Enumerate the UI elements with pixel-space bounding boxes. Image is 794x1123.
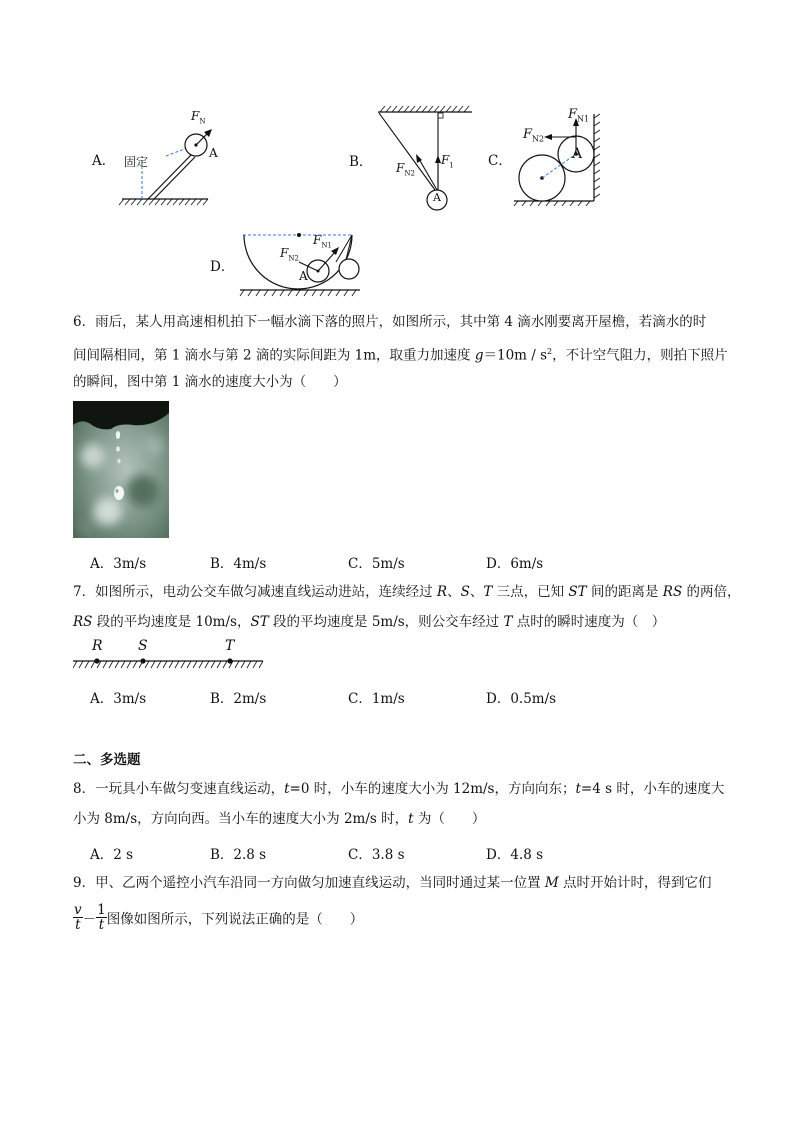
two-balls-corner-diagram — [484, 106, 609, 206]
q8-line-1: 8．一玩具小车做匀变速直线运动，t=0 时，小车的速度大小为 12m/s，方向向东；t=4 s 时，小车的速度大 — [73, 781, 725, 797]
fraction-1-over-t: $\frac{1}{t}$ — [97, 902, 106, 933]
force-label-fn1: $F_{N1}$ — [568, 107, 590, 124]
raindrop-photo — [73, 401, 169, 538]
q5-option-b — [345, 104, 475, 216]
q7-line-2: RS 段的平均速度是 10m/s，ST 段的平均速度是 5m/s，则公交车经过 T 点时的瞬时速度为（ ） — [73, 614, 666, 630]
q6-line-1: 6．雨后，某人用高速相机拍下一幅水滴下落的照片，如图所示，其中第 4 滴水刚要离开屋檐，若滴水的时 — [73, 314, 707, 330]
fraction-v-over-t: $\frac{v}{t}$ — [74, 902, 82, 933]
q7-option-b[interactable]: B．2m/s — [210, 691, 267, 707]
force-label-f1: $F_1$ — [441, 153, 454, 170]
point-label-r: R — [92, 638, 103, 654]
force-label-fn2: $F_{N2}$ — [280, 246, 299, 263]
option-label: D． — [210, 259, 235, 275]
point-label: A — [209, 146, 218, 160]
q6-line-3: 的瞬间，图中第 1 滴水的速度大小为（ ） — [73, 374, 347, 390]
rst-track-diagram — [73, 638, 268, 674]
q7-options — [90, 687, 610, 707]
point-label-t: T — [225, 638, 235, 654]
q6-line-2: 间间隔相同，第 1 滴水与第 2 滴的实际间距为 1m，取重力加速度 $g=10m / s^2$，不计空气阻力，则拍下照片 — [73, 347, 728, 364]
q6-option-b[interactable]: B．4m/s — [210, 556, 267, 572]
q8-option-b[interactable]: B．2.8 s — [210, 847, 267, 863]
hanging-ball-diagram — [345, 104, 475, 216]
q7-option-d[interactable]: D．0.5m/s — [486, 691, 557, 707]
q7-line-1: 7．如图所示，电动公交车做匀减速直线运动进站，连续经过 R、S、T 三点，已知 ST 间的距离是 RS 的两倍， — [73, 584, 741, 600]
q8-line-2: 小为 8m/s，方向向西。当小车的速度大小为 2m/s 时，t 为（ ） — [73, 811, 486, 827]
force-label-fn2: $F_{N2}$ — [396, 161, 415, 178]
point-label-s: S — [138, 638, 148, 654]
fixed-label: 固定 — [124, 155, 149, 169]
force-label-fn1: $F_{N1}$ — [313, 233, 332, 250]
force-label-fn2: $F_{N2}$ — [523, 127, 545, 144]
q8-option-c[interactable]: C．3.8 s — [348, 847, 405, 863]
option-label: B． — [349, 154, 373, 170]
point-label: A — [299, 269, 308, 283]
q8-option-a[interactable]: A．2 s — [90, 847, 134, 863]
q5-option-d — [210, 228, 370, 298]
q5-option-c — [484, 106, 609, 206]
option-label: A． — [92, 153, 116, 169]
q8-option-d[interactable]: D．4.8 s — [486, 847, 544, 863]
section-heading: 二、多选题 — [73, 752, 141, 768]
q7-option-c[interactable]: C．1m/s — [348, 691, 405, 707]
q6-options — [90, 552, 610, 572]
q6-option-a[interactable]: A．3m/s — [90, 556, 147, 572]
force-label-fn: $F_N$ — [191, 109, 206, 126]
q8-options — [90, 843, 610, 863]
point-label: A — [572, 146, 583, 162]
q6-option-d[interactable]: D．6m/s — [486, 556, 544, 572]
q7-option-a[interactable]: A．3m/s — [90, 691, 147, 707]
q9-line-1: 9．甲、乙两个遥控小汽车沿同一方向做匀加速直线运动，当同时通过某一位置 M 点时开始计时，得到它们 — [73, 875, 712, 891]
bowl-two-balls-diagram — [210, 228, 370, 298]
q6-option-c[interactable]: C．5m/s — [348, 556, 405, 572]
q9-line-2: $\frac{v}{t}$ － $\frac{1}{t}$ 图像如图所示，下列说法正确的是（ ） — [74, 902, 364, 933]
point-label: A — [433, 191, 441, 204]
q5-option-a — [88, 105, 218, 210]
option-label: C． — [488, 153, 512, 169]
